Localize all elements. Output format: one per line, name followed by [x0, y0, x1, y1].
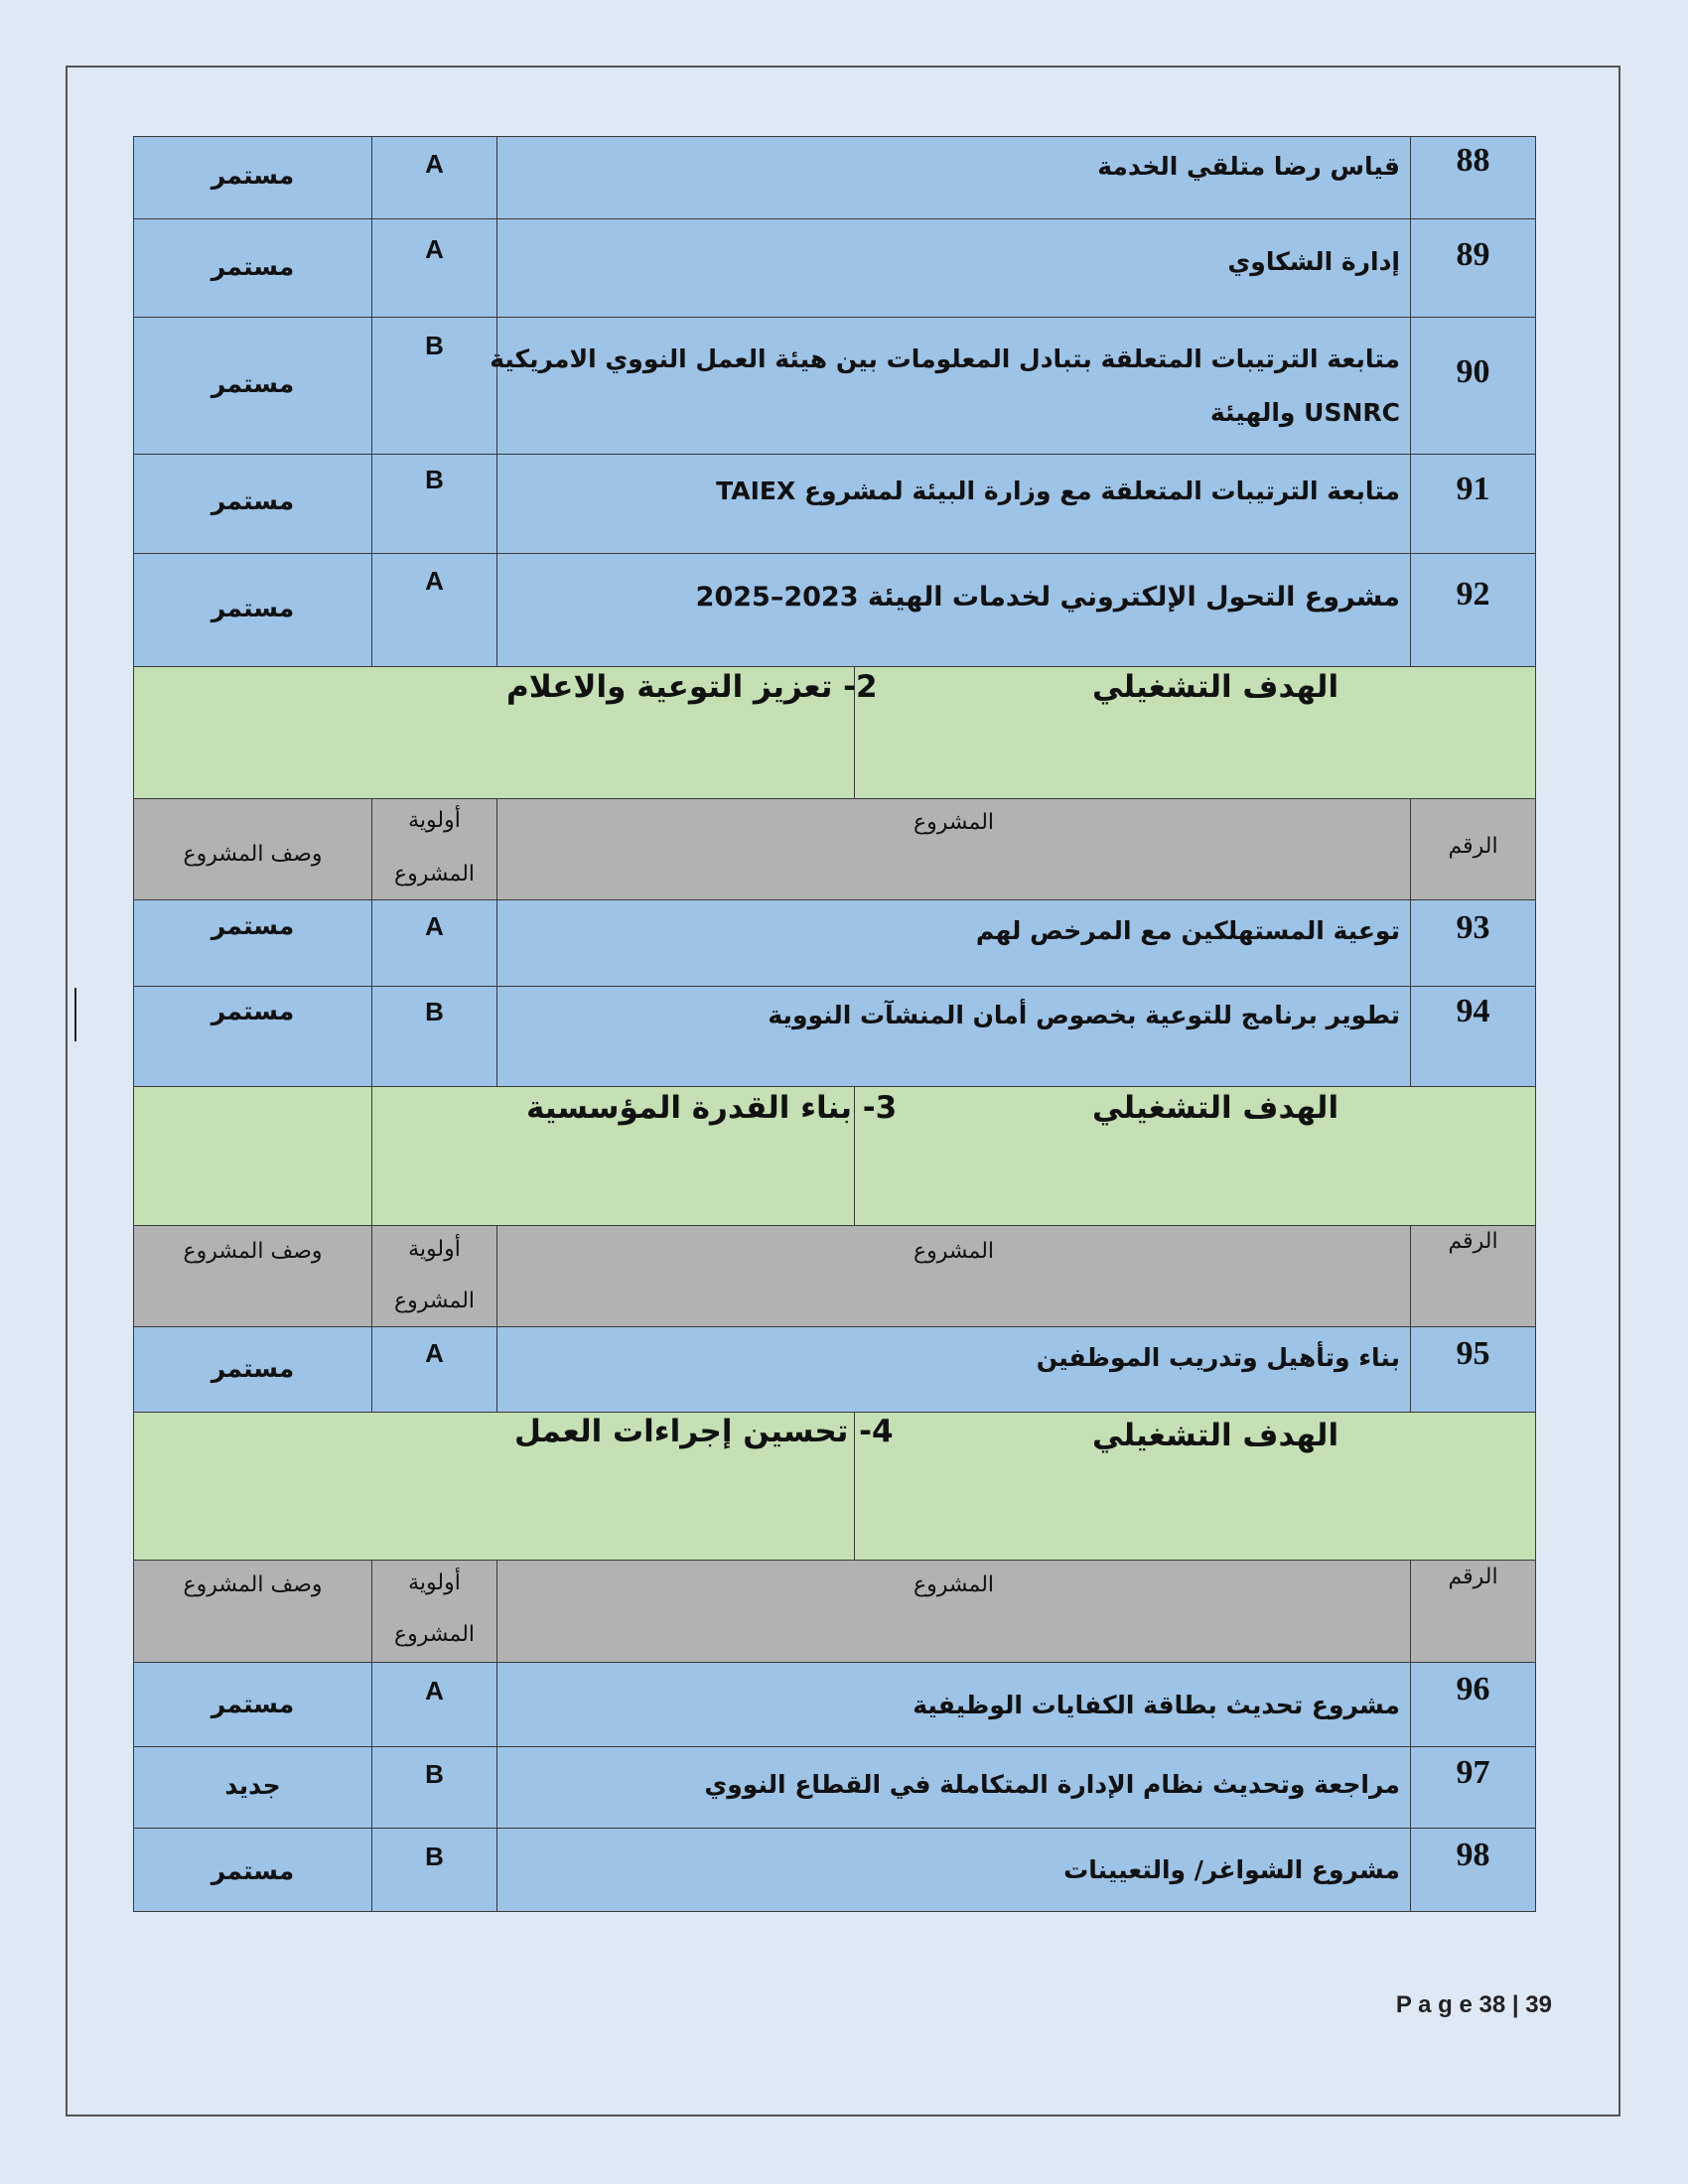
status-value: مستمر: [211, 997, 295, 1025]
page-total: 39: [1525, 1991, 1552, 2018]
priority-value: A: [425, 149, 444, 179]
header-desc: وصف المشروع: [183, 842, 323, 867]
row-number: 95: [1456, 1335, 1490, 1372]
header-number: الرقم: [1448, 834, 1498, 859]
status-value: مستمر: [211, 486, 295, 515]
priority-value: B: [425, 1759, 444, 1789]
header-number: الرقم: [1448, 1565, 1498, 1589]
status-value: مستمر: [211, 369, 295, 398]
status-value: مستمر: [211, 1856, 295, 1885]
priority-value: B: [425, 1842, 444, 1871]
row-number: 97: [1456, 1754, 1490, 1791]
header-priority-line2: المشروع: [393, 862, 476, 887]
goal-label: الهدف التشغيلي: [1092, 1418, 1339, 1453]
status-value: مستمر: [211, 1354, 295, 1383]
project-name-line2: USNRC والهيئة: [1209, 398, 1400, 427]
header-number: الرقم: [1448, 1229, 1498, 1254]
project-name: توعية المستهلكين مع المرخص لهم: [975, 916, 1400, 945]
project-name-line1: متابعة الترتيبات المتعلقة بتبادل المعلومات بين هيئة العمل النووي الامريكية: [490, 344, 1400, 373]
status-value: مستمر: [211, 252, 295, 281]
priority-cell: [371, 218, 497, 318]
header-priority-line1: أولوية: [408, 1237, 461, 1262]
priority-value: B: [425, 331, 444, 360]
project-name: مراجعة وتحديث نظام الإدارة المتكاملة في القطاع النووي: [704, 1770, 1400, 1799]
header-priority-line1: أولوية: [408, 808, 461, 833]
header-project: المشروع: [913, 1239, 995, 1264]
goal-title: 3- بناء القدرة المؤسسية: [526, 1090, 898, 1126]
row-number: 96: [1456, 1671, 1490, 1707]
row-number: 94: [1456, 993, 1490, 1029]
page-separator: |: [1511, 1991, 1519, 2018]
priority-value: A: [425, 234, 444, 264]
goal-label: الهدف التشغيلي: [1092, 1090, 1339, 1126]
priority-value: A: [425, 1676, 444, 1706]
status-value: مستمر: [211, 594, 295, 622]
text-cursor: [74, 988, 76, 1041]
project-name: متابعة الترتيبات المتعلقة مع وزارة البيئة لمشروع TAIEX: [716, 477, 1400, 505]
header-desc: وصف المشروع: [183, 1239, 323, 1264]
project-name: بناء وتأهيل وتدريب الموظفين: [1036, 1343, 1400, 1372]
header-project: المشروع: [913, 1572, 995, 1597]
project-name: مشروع تحديث بطاقة الكفايات الوظيفية: [913, 1691, 1400, 1719]
row-number: 91: [1456, 471, 1490, 507]
row-number: 89: [1456, 236, 1490, 273]
project-name: تطوير برنامج للتوعية بخصوص أمان المنشآت النووية: [768, 1001, 1400, 1029]
row-number: 92: [1456, 576, 1490, 613]
header-project: المشروع: [913, 810, 995, 835]
priority-value: A: [425, 911, 444, 941]
goal-title: 2- تعزيز التوعية والاعلام: [506, 669, 878, 705]
project-name: مشروع الشواغر/ والتعيينات: [1063, 1855, 1400, 1884]
project-name: إدارة الشكاوي: [1227, 247, 1400, 276]
project-name: مشروع التحول الإلكتروني لخدمات الهيئة 2023–2025: [695, 582, 1400, 613]
status-value: مستمر: [211, 1690, 295, 1718]
status-value: جديد: [224, 1771, 281, 1800]
priority-value: B: [425, 997, 444, 1026]
page-word: P a g e: [1395, 1991, 1473, 2018]
header-priority-line2: المشروع: [393, 1289, 476, 1313]
header-priority-line2: المشروع: [393, 1622, 476, 1647]
project-name: قياس رضا متلقي الخدمة: [1097, 152, 1400, 181]
goal-title: 4- تحسين إجراءات العمل: [514, 1414, 894, 1449]
priority-value: B: [425, 465, 444, 494]
priority-value: A: [425, 1338, 444, 1368]
page-current: 38: [1478, 1991, 1506, 2018]
status-value: مستمر: [211, 911, 295, 940]
goal-label: الهدف التشغيلي: [1092, 669, 1339, 705]
header-desc: وصف المشروع: [183, 1572, 323, 1597]
goal-empty-cell: [133, 1086, 372, 1226]
row-number: 88: [1456, 142, 1490, 179]
row-number: 98: [1456, 1837, 1490, 1873]
row-number: 90: [1456, 353, 1490, 390]
page-footer: [1396, 1991, 1552, 2019]
header-priority-line1: أولوية: [408, 1570, 461, 1595]
row-number: 93: [1456, 909, 1490, 946]
priority-value: A: [425, 566, 444, 596]
status-value: مستمر: [211, 161, 295, 190]
